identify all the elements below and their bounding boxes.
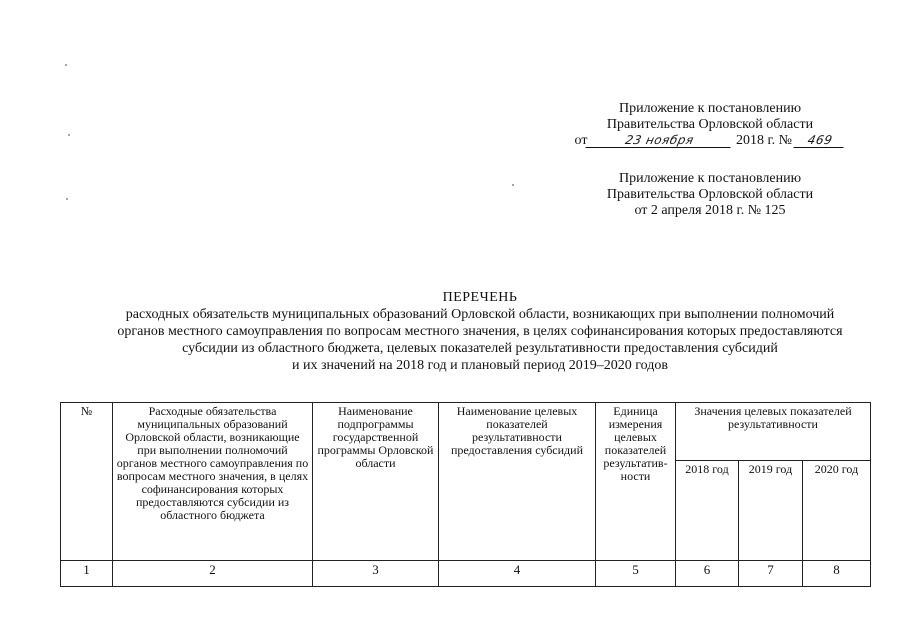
appendix-current-dateline	[560, 133, 860, 149]
header-year-2018: 2018 год	[676, 461, 739, 561]
column-number-4: 4	[439, 561, 596, 587]
appendix-original-line1: Приложение к постановлению	[618, 171, 802, 186]
scan-speck	[512, 184, 514, 186]
appendix-current	[560, 101, 860, 149]
table-header-row-1	[61, 403, 871, 461]
header-year-2020: 2020 год	[803, 461, 871, 561]
column-number-3: 3	[313, 561, 439, 587]
column-number-row	[61, 561, 871, 587]
column-number-8: 8	[803, 561, 871, 587]
scan-speck	[66, 198, 68, 200]
column-number-7: 7	[739, 561, 803, 587]
title-line4: и их значений на 2018 год и плановый период 2019–2020 годов	[291, 358, 669, 373]
date-prefix: от	[574, 133, 588, 148]
appendix-current-line1: Приложение к постановлению	[618, 101, 802, 116]
header-obligations: Расходные обязательства муниципальных образований Орловской области, возникающие при выполнении полномочий органов местного самоуправления по вопросам местного значения, в целях софинансирования которых предоставляются субсидии из областного бюджета	[113, 403, 313, 561]
title-line2: органов местного самоуправления по вопросам местного значения, в целях софинансирования которых предоставляются	[117, 324, 843, 339]
header-unit: Единица измерения целевых показателей результатив-ности	[596, 403, 676, 561]
header-subprogram: Наименование подпрограммы государственной программы Орловской области	[313, 403, 439, 561]
handwritten-date: 23 ноября	[586, 133, 734, 148]
title-heading: ПЕРЕЧЕНЬ	[442, 290, 518, 305]
header-values-group: Значения целевых показателей результативности	[676, 403, 871, 461]
handwritten-number: 469	[794, 133, 847, 148]
appendix-current-line2: Правительства Орловской области	[606, 117, 814, 132]
appendix-original	[560, 171, 860, 219]
document-title	[60, 289, 900, 374]
header-indicators: Наименование целевых показателей результативности предоставления субсидий	[439, 403, 596, 561]
column-number-6: 6	[676, 561, 739, 587]
header-num: №	[61, 403, 113, 561]
header-year-2019: 2019 год	[739, 461, 803, 561]
column-number-1: 1	[61, 561, 113, 587]
scan-speck	[65, 64, 67, 66]
scan-speck	[68, 134, 70, 136]
title-line1: расходных обязательств муниципальных образований Орловской области, возникающих при выполнении полномочий	[125, 307, 835, 322]
column-number-2: 2	[113, 561, 313, 587]
date-year: 2018 г. №	[735, 133, 792, 148]
column-number-5: 5	[596, 561, 676, 587]
obligations-table	[60, 402, 871, 587]
title-line3: субсидии из областного бюджета, целевых показателей результативности предоставления субсидий	[182, 341, 778, 356]
appendix-original-line3: от 2 апреля 2018 г. № 125	[634, 203, 786, 218]
appendix-original-line2: Правительства Орловской области	[606, 187, 814, 202]
